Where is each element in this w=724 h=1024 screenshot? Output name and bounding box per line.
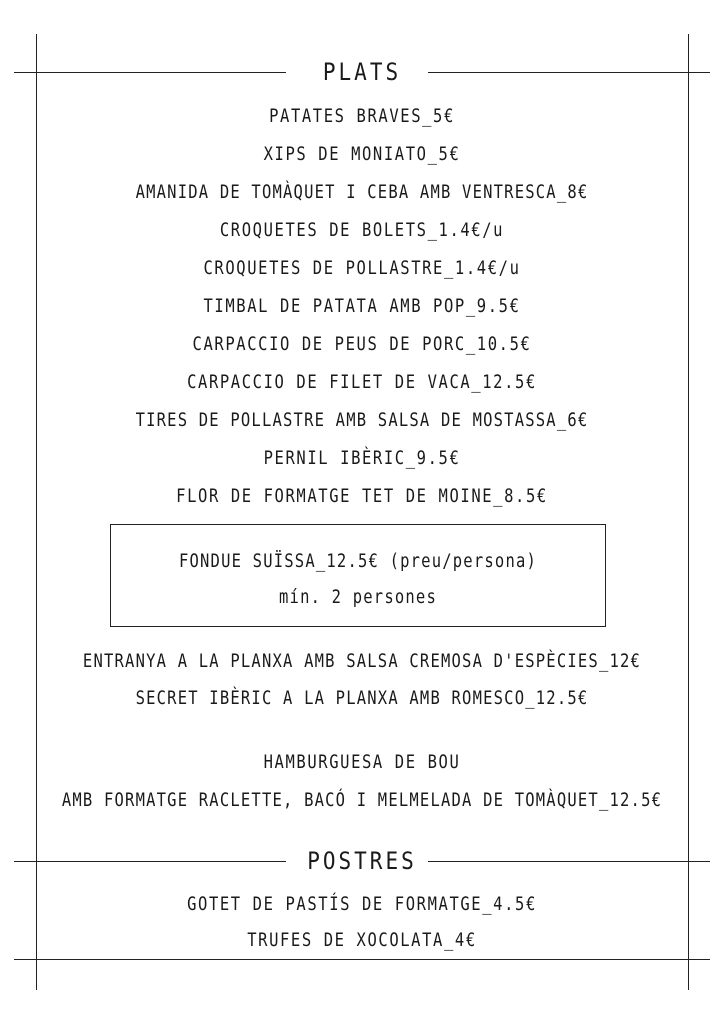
burger-description: AMB FORMATGE RACLETTE, BACÓ I MELMELADA DE TOMÀQUET_12.5€ (61, 789, 663, 811)
menu-item: TIMBAL DE PATATA AMB POP_9.5€ (203, 295, 521, 317)
fondue-minimum: mín. 2 persones (279, 586, 437, 608)
menu-item: SECRET IBÈRIC A LA PLANXA AMB ROMESCO_12.5€ (135, 687, 589, 709)
menu-item: CARPACCIO DE FILET DE VACA_12.5€ (187, 371, 537, 393)
menu-item: ENTRANYA A LA PLANXA AMB SALSA CREMOSA D'ESPÈCIES_12€ (82, 650, 642, 672)
menu-item: TRUFES DE XOCOLATA_4€ (247, 929, 477, 951)
fondue-box (110, 524, 606, 627)
menu-item: GOTET DE PASTÍS DE FORMATGE_4.5€ (187, 893, 537, 915)
menu-item: XIPS DE MONIATO_5€ (263, 143, 461, 165)
postres-title: POSTRES (307, 847, 417, 875)
menu-item: CROQUETES DE POLLASTRE_1.4€/u (203, 257, 521, 279)
menu-item: FLOR DE FORMATGE TET DE MOINE_8.5€ (176, 485, 548, 507)
menu-item: PERNIL IBÈRIC_9.5€ (263, 447, 461, 469)
menu-item: TIRES DE POLLASTRE AMB SALSA DE MOSTASSA_6€ (135, 409, 589, 431)
menu-item: CROQUETES DE BOLETS_1.4€/u (219, 219, 505, 241)
menu-item: CARPACCIO DE PEUS DE PORC_10.5€ (192, 333, 532, 355)
fondue-line: FONDUE SUÏSSA_12.5€ (preu/persona) (178, 550, 538, 572)
menu-item: PATATES BRAVES_5€ (269, 105, 455, 127)
burger-title: HAMBURGUESA DE BOU (263, 751, 461, 773)
menu-item: AMANIDA DE TOMÀQUET I CEBA AMB VENTRESCA_8€ (135, 181, 589, 203)
bottom-rule (14, 959, 710, 960)
plats-title: PLATS (322, 58, 402, 86)
